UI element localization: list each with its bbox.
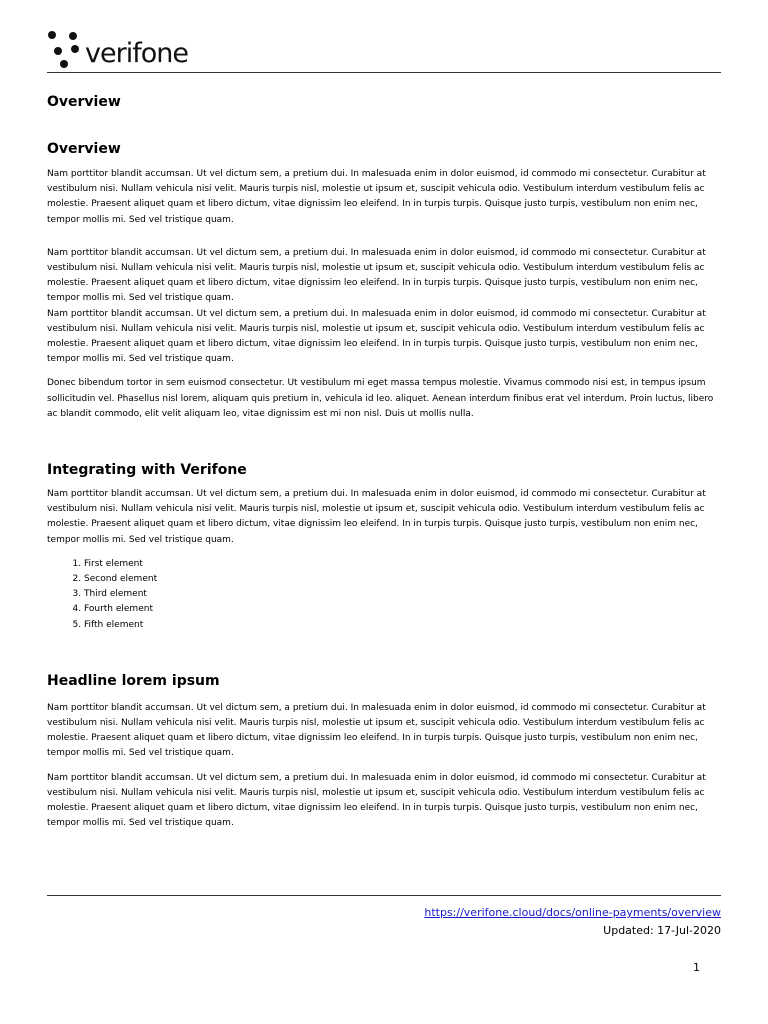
page-header [47,28,721,73]
integrating-ordered-list [47,557,721,633]
overview-paragraph-2: Nam porttitor blandit accumsan. Ut vel dictum sem, a pretium dui. In malesuada enim in dolor euismod, id commodo mi consectetur. Curabitur at vestibulum nisi. Nullam vehicula nisi velit. Mauris turpis nisl, molestie ut ipsum et, suscipit vehicula odio. Vestibulum interdum vestibulum felis ac molestie. Praesent aliquet quam et libero dictum, vitae dignissim leo eleifend. In in turpis turpis. Quisque justo turpis, vestibulum non enim nec, tempor mollis mi. Sed vel tristique quam. [47,247,706,304]
footer-updated-date: Updated: 17-Jul-2020 [603,924,721,937]
footer-doc-url-link[interactable]: https://verifone.cloud/docs/online-payments/overview [424,906,721,919]
headline-paragraph-2: Nam porttitor blandit accumsan. Ut vel dictum sem, a pretium dui. In malesuada enim in dolor euismod, id commodo mi consectetur. Curabitur at vestibulum nisi. Nullam vehicula nisi velit. Mauris turpis nisl, molestie ut ipsum et, suscipit vehicula odio. Vestibulum interdum vestibulum felis ac molestie. Praesent aliquet quam et libero dictum, vitae dignissim leo eleifend. In in turpis turpis. Quisque justo turpis, vestibulum non enim nec, tempor mollis mi. Sed vel tristique quam. [47,772,706,829]
headline-paragraph-1: Nam porttitor blandit accumsan. Ut vel dictum sem, a pretium dui. In malesuada enim in dolor euismod, id commodo mi consectetur. Curabitur at vestibulum nisi. Nullam vehicula nisi velit. Mauris turpis nisl, molestie ut ipsum et, suscipit vehicula odio. Vestibulum interdum vestibulum felis ac molestie. Praesent aliquet quam et libero dictum, vitae dignissim leo eleifend. In in turpis turpis. Quisque justo turpis, vestibulum non enim nec, tempor mollis mi. Sed vel tristique quam. [47,702,706,759]
document-title: Overview [47,94,121,110]
verifone-logo-text: verifone [85,38,188,69]
integrating-paragraph-1: Nam porttitor blandit accumsan. Ut vel dictum sem, a pretium dui. In malesuada enim in dolor euismod, id commodo mi consectetur. Curabitur at vestibulum nisi. Nullam vehicula nisi velit. Mauris turpis nisl, molestie ut ipsum et, suscipit vehicula odio. Vestibulum interdum vestibulum felis ac molestie. Praesent aliquet quam et libero dictum, vitae dignissim leo eleifend. In in turpis turpis. Quisque justo turpis, vestibulum non enim nec, tempor mollis mi. Sed vel tristique quam. [47,489,706,545]
overview-paragraph-3: Nam porttitor blandit accumsan. Ut vel dictum sem, a pretium dui. In malesuada enim in dolor euismod, id commodo mi consectetur. Curabitur at vestibulum nisi. Nullam vehicula nisi velit. Mauris turpis nisl, molestie ut ipsum et, suscipit vehicula odio. Vestibulum interdum vestibulum felis ac molestie. Praesent aliquet quam et libero dictum, vitae dignissim leo eleifend. In in turpis turpis. Quisque justo turpis, vestibulum non enim nec, tempor mollis mi. Sed vel tristique quam. [47,308,706,365]
document-body [47,92,721,832]
footer-divider [47,895,721,896]
list-item: 4. Fourth element [84,602,721,617]
list-item: 2. Second element [84,572,721,587]
overview-paragraph-4: Donec bibendum tortor in sem euismod consectetur. Ut vestibulum mi eget massa tempus molestie. Vivamus commodo nisi est, in tempus ipsum sollicitudin vel. Phasellus nisl lorem, aliquam quis pretium in, vehicula id leo. aliquet. Aenean interdum finibus erat vel interdum. Proin luctus, libero ac blandit commodo, elit velit aliquam leo, vitae dignissim est mi non nisl. Duis ut mollis nulla. [47,378,714,419]
list-item: 5. Fifth element [84,618,721,633]
overview-paragraph-1: Nam porttitor blandit accumsan. Ut vel dictum sem, a pretium dui. In malesuada enim in dolor euismod, id commodo mi consectetur. Curabitur at vestibulum nisi. Nullam vehicula nisi velit. Mauris turpis nisl, molestie ut ipsum et, suscipit vehicula odio. Vestibulum interdum vestibulum felis ac molestie. Praesent aliquet quam et libero dictum, vitae dignissim leo eleifend. In in turpis turpis. Quisque justo turpis, vestibulum non enim nec, tempor mollis mi. Sed vel tristique quam. [47,169,706,225]
list-item: 3. Third element [84,587,721,602]
section-heading-headline: Headline lorem ipsum [47,672,220,689]
verifone-logo [47,28,188,68]
verifone-dots-logo-icon [47,30,81,68]
list-item: 1. First element [84,557,721,572]
section-heading-integrating: Integrating with Verifone [47,462,247,479]
section-heading-overview: Overview [47,141,121,157]
page-number: 1 [693,961,700,974]
